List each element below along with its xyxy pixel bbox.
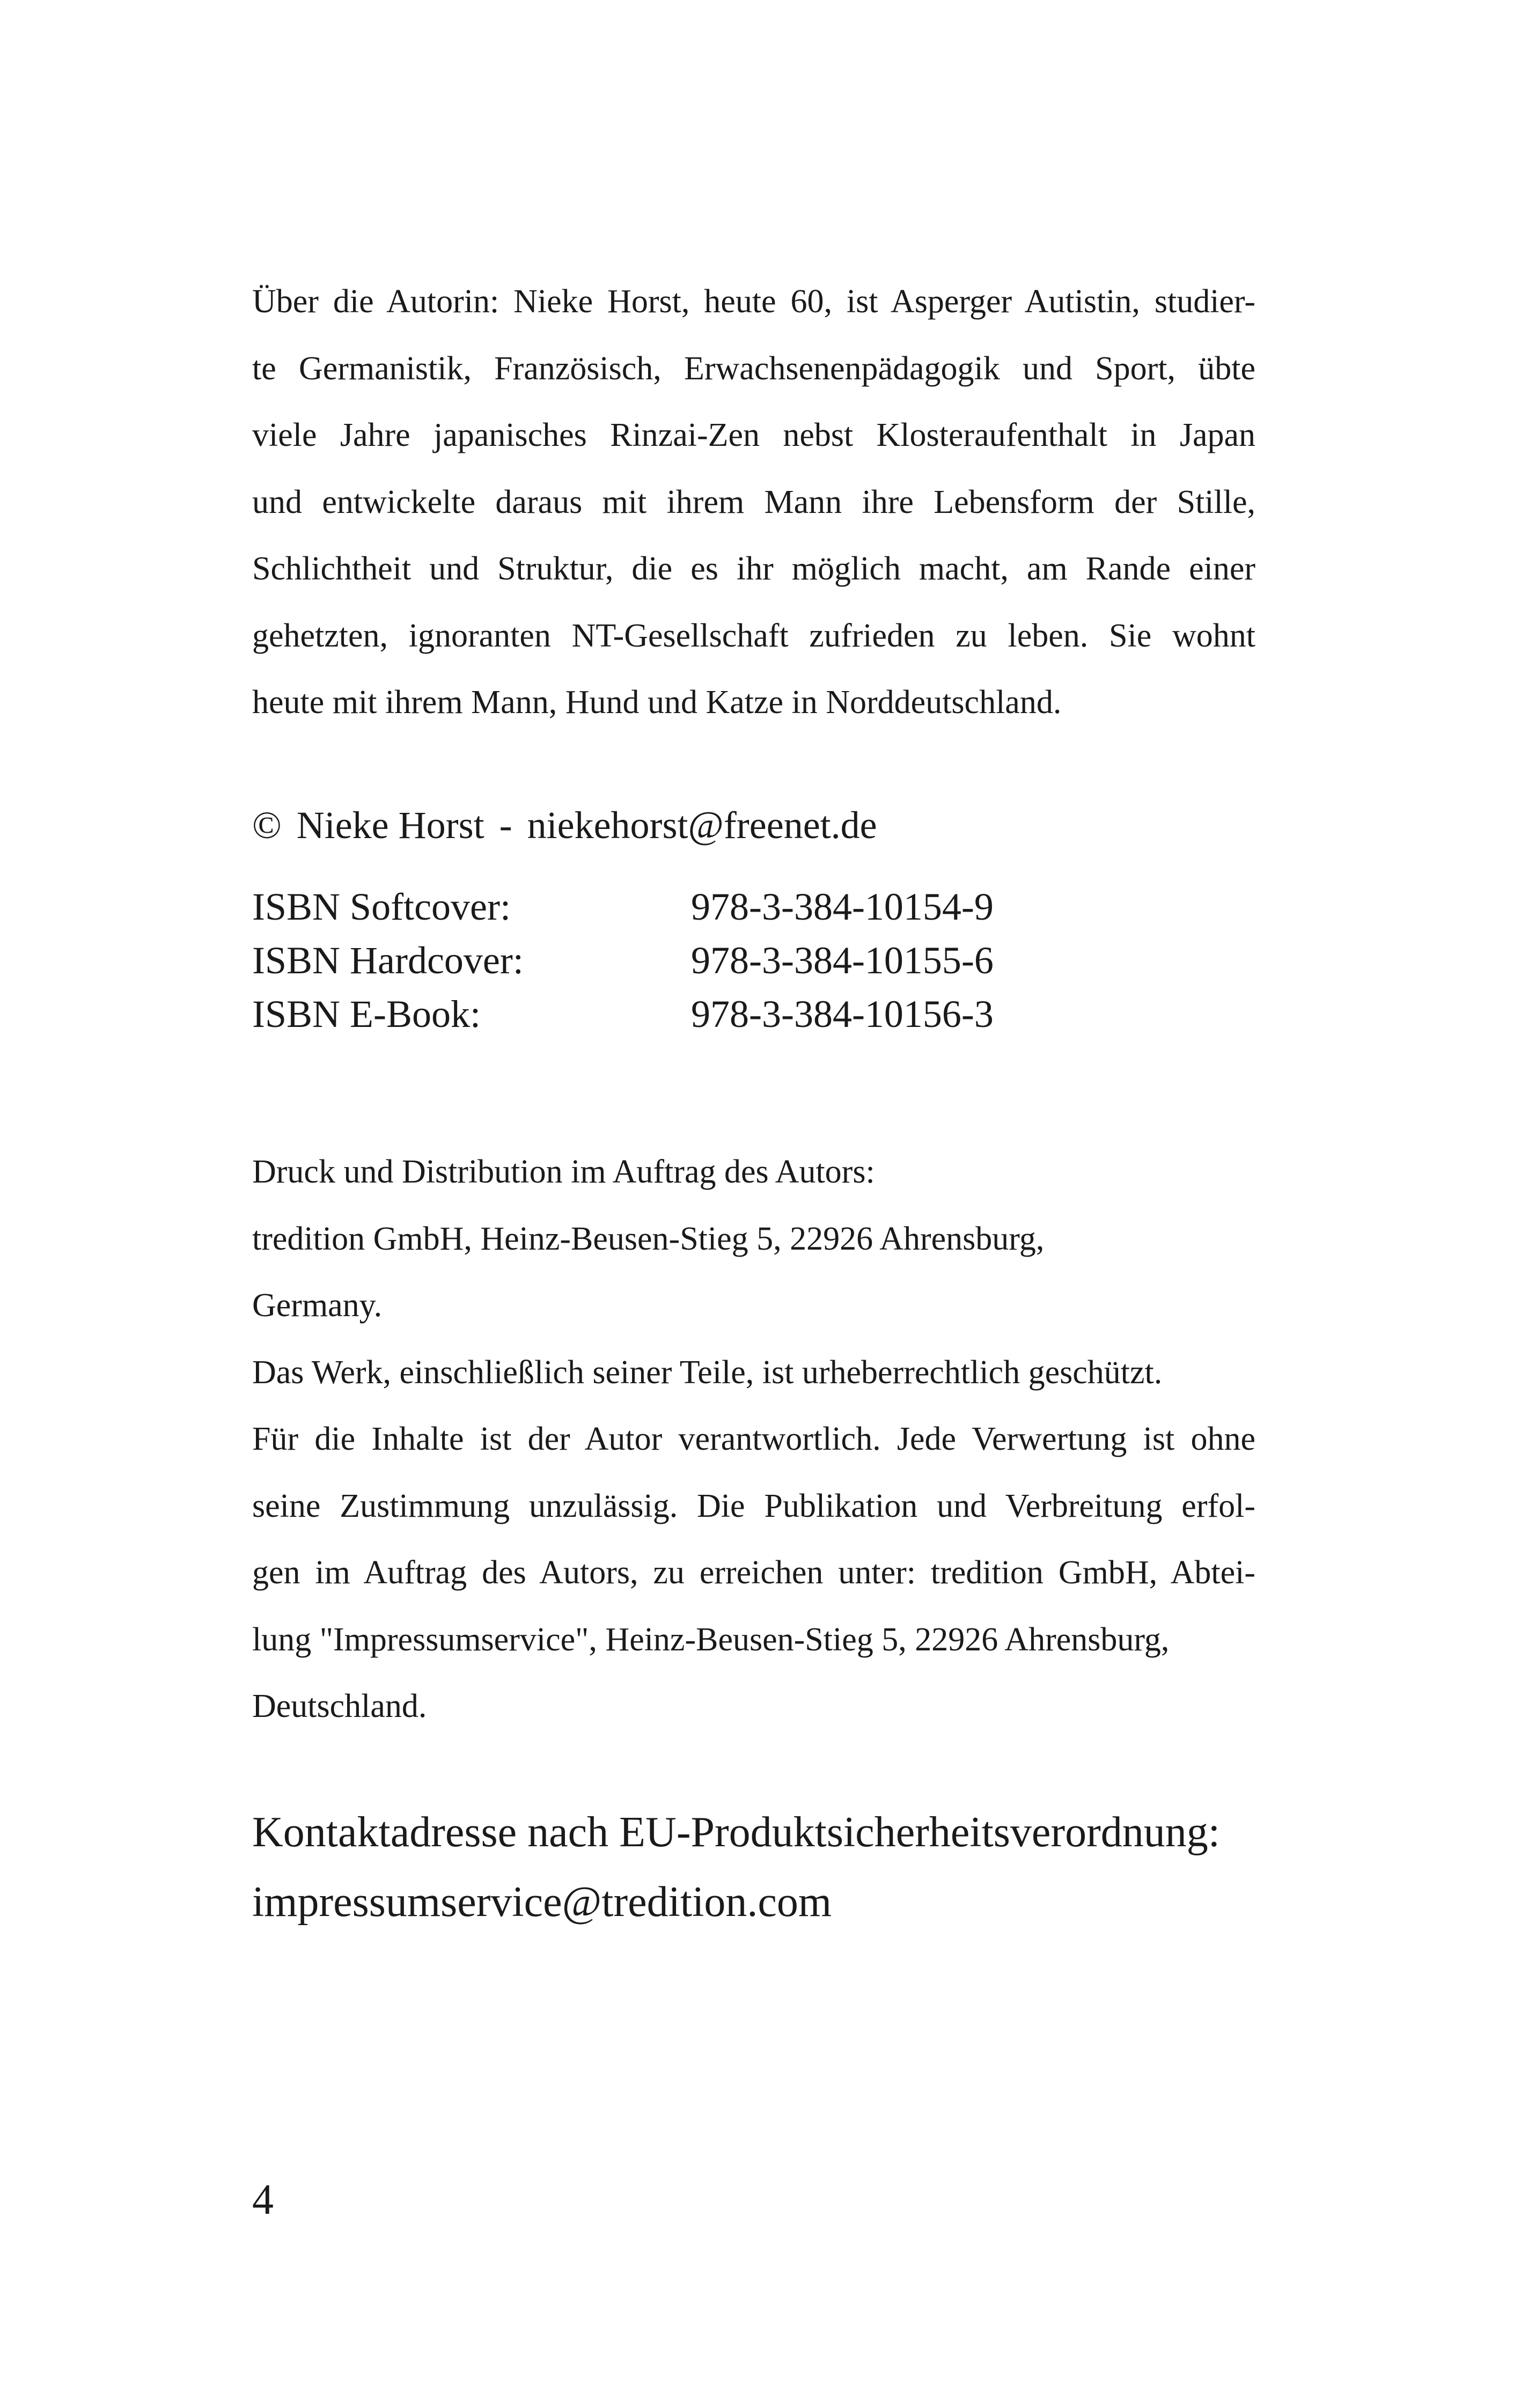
- about-author-line: heute mit ihrem Mann, Hund und Katze in Norddeutschland.: [252, 684, 1062, 721]
- isbn-label: ISBN Softcover:: [252, 885, 511, 928]
- author-email: niekehorst@freenet.de: [527, 804, 877, 847]
- about-author-paragraph: [252, 268, 1255, 736]
- copyright-line: [252, 793, 877, 857]
- isbn-row: [252, 880, 994, 934]
- imprint-line: Für die Inhalte ist der Autor verantwortlich. Jede Verwertung ist ohne: [252, 1421, 1255, 1457]
- isbn-row: [252, 934, 994, 987]
- about-author-line: und entwickelte daraus mit ihrem Mann ihre Lebensform der Stille,: [252, 483, 1255, 520]
- imprint-line: Das Werk, einschließlich seiner Teile, ist urheberrechtlich geschützt.: [252, 1354, 1163, 1391]
- imprint-line: seine Zustimmung unzulässig. Die Publikation und Verbreitung erfol-: [252, 1487, 1255, 1524]
- isbn-label: ISBN E-Book:: [252, 993, 481, 1036]
- isbn-value: 978-3-384-10154-9: [691, 885, 994, 928]
- copyright-name: Nieke Horst: [296, 804, 484, 847]
- isbn-table: [252, 880, 994, 1041]
- contact-email: impressumservice@tredition.com: [252, 1878, 832, 1926]
- imprint-paragraph: [252, 1139, 1255, 1740]
- imprint-line: Deutschland.: [252, 1688, 427, 1724]
- imprint-line: tredition GmbH, Heinz-Beusen-Stieg 5, 22926 Ahrensburg,: [252, 1220, 1045, 1257]
- imprint-line: Druck und Distribution im Auftrag des Autors:: [252, 1154, 875, 1190]
- about-author-line: te Germanistik, Französisch, Erwachsenenpädagogik und Sport, übte: [252, 350, 1255, 387]
- contact-block: [252, 1797, 1220, 1937]
- contact-heading: Kontaktadresse nach EU-Produktsicherheitsverordnung:: [252, 1809, 1220, 1856]
- imprint-line: lung "Impressumservice", Heinz-Beusen-Stieg 5, 22926 Ahrensburg,: [252, 1621, 1170, 1658]
- imprint-line: Germany.: [252, 1287, 383, 1324]
- about-author-line: gehetzten, ignoranten NT-Gesellschaft zufrieden zu leben. Sie wohnt: [252, 617, 1255, 654]
- about-author-line: viele Jahre japanisches Rinzai-Zen nebst Klosteraufenthalt in Japan: [252, 417, 1255, 453]
- about-author-line: Über die Autorin: Nieke Horst, heute 60, ist Asperger Autistin, studier-: [252, 283, 1255, 320]
- page-number: 4: [252, 2176, 274, 2223]
- copyright-separator: -: [499, 804, 512, 847]
- isbn-value: 978-3-384-10156-3: [691, 993, 994, 1036]
- isbn-value: 978-3-384-10155-6: [691, 939, 994, 982]
- about-author-line: Schlichtheit und Struktur, die es ihr möglich macht, am Rande einer: [252, 550, 1255, 587]
- isbn-row: [252, 987, 994, 1041]
- imprint-line: gen im Auftrag des Autors, zu erreichen unter: tredition GmbH, Abtei-: [252, 1554, 1255, 1591]
- copyright-symbol: ©: [252, 804, 282, 847]
- isbn-label: ISBN Hardcover:: [252, 939, 524, 982]
